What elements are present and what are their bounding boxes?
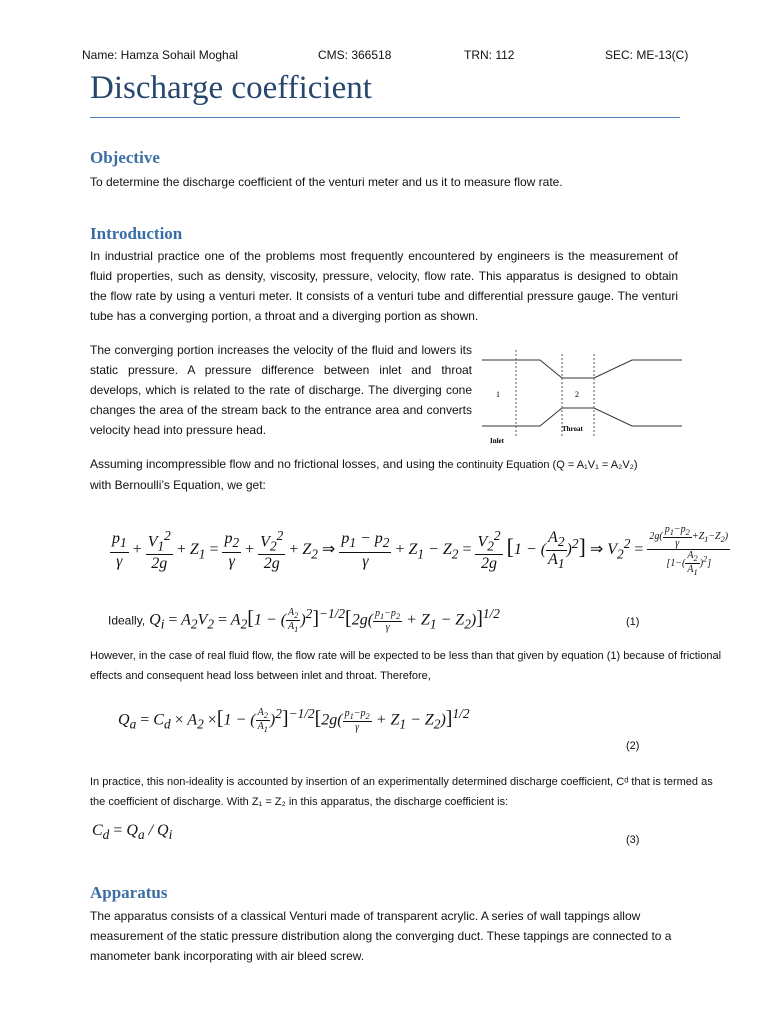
ideal-discharge-equation: Ideally, $Q_i = A_2V_2 = A_2[1$ − ( $\frac{A_2}{A_1}$ )$^2$]$^{-1/2}$[2g( $\frac{p_1-p_2}{\gamma}$ + $Z_1 - Z_2)]^{1/2}$ <box>108 606 500 635</box>
continuity-equation-text: the continuity Equation (Q = A₁V₁ = A₂V₂) <box>438 459 638 471</box>
paragraph-3-tail: with Bernoulli’s Equation, we get: <box>90 478 266 492</box>
student-cms: CMS: 366518 <box>318 48 392 62</box>
title-rule <box>90 117 680 118</box>
throat-label: Throat <box>562 425 583 433</box>
equation-3-number: (3) <box>626 834 640 846</box>
section-2-label: 2 <box>575 390 579 399</box>
discharge-coefficient-paragraph: In practice, this non-ideality is accounted by insertion of an experimentally determined discharge coefficient, Cᵈ that is termed as the coefficient of discharge. With Z₁ = Z₂ in this apparatus, the discharge coefficient is: <box>90 776 713 808</box>
objective-text: To determine the discharge coefficient of the venturi meter and us it to measure flow rate. <box>90 175 563 189</box>
equation-2-number: (2) <box>626 740 640 752</box>
introduction-paragraph-2: The converging portion increases the velocity of the fluid and lowers its static pressure. A pressure difference between inlet and throat develops, which is related to the rate of discharge. The diverging cone changes the area of the stream back to the entrance area and converts velocity head into pressure head. <box>90 343 472 437</box>
student-section: SEC: ME-13(C) <box>605 48 689 62</box>
bernoulli-equation: $\frac{p_1}{\gamma}$ + $\frac{V_1^2}{2g}$ + $Z_1$ = $\frac{p_2}{\gamma}$ + $\frac{V_2^2}{2g}$ + $Z_2$ ⇒ $\frac{p_1 - p_2}{\gamma}$ + $Z_1 - Z_2$ = $\frac{V_2^2}{2g}$ [1 − ( $\frac{A_2}{A_1}$ )$^2$] ⇒ $V_2^2$ = 2g( $\frac{p_1-p_2}{\gamma}$ $+Z_1-Z_2$) [1−( $\frac{A_2}{A_1}$ )$^2$] <box>112 524 729 577</box>
section-1-label: 1 <box>496 390 500 399</box>
document-title: Discharge coefficient <box>90 70 372 106</box>
introduction-heading: Introduction <box>90 224 183 243</box>
actual-discharge-equation: $Q_a = C_d \times A_2 \times[1$ − ( $\frac{A_2}{A_1}$ )$^2$]$^{-1/2}$[2g( $\frac{p_1-p_2}{\gamma}$ + $Z_1 - Z_2)]^{1/2}$ <box>118 706 470 735</box>
paragraph-3-lead: Assuming incompressible flow and no frictional losses, and using <box>90 457 439 471</box>
cd-equation: $C_d = Q_a / Q_i$ <box>92 822 173 843</box>
venturi-diagram <box>482 344 682 448</box>
introduction-paragraph-1: In industrial practice one of the problems most frequently encountered by engineers is the measurement of fluid properties, such as density, viscosity, pressure, velocity, flow rate. This apparatus is designed to obtain the flow rate by using a venturi meter. It consists of a venturi tube and differential pressure gauge. The venturi tube has a converging portion, a throat and a diverging portion as shown. <box>90 249 678 323</box>
inlet-label: Inlet <box>490 437 504 445</box>
introduction-paragraph-3 <box>90 454 690 495</box>
apparatus-heading: Apparatus <box>90 883 168 902</box>
equation-1-number: (1) <box>626 616 640 628</box>
student-name: Name: Hamza Sohail Moghal <box>82 48 239 62</box>
student-trn: TRN: 112 <box>464 48 515 62</box>
objective-heading: Objective <box>90 148 160 167</box>
ideal-label: Ideally, <box>108 613 146 628</box>
apparatus-text: The apparatus consists of a classical Venturi made of transparent acrylic. A series of wall tappings allow measurement of the static pressure distribution along the converging duct. These tappings are connected to a manometer bank incorporating with air bleed screw. <box>90 909 672 963</box>
real-flow-paragraph: However, in the case of real fluid flow, the flow rate will be expected to be less than that given by equation (1) because of frictional effects and consequent head loss between inlet and throat. Therefore, <box>90 650 722 682</box>
